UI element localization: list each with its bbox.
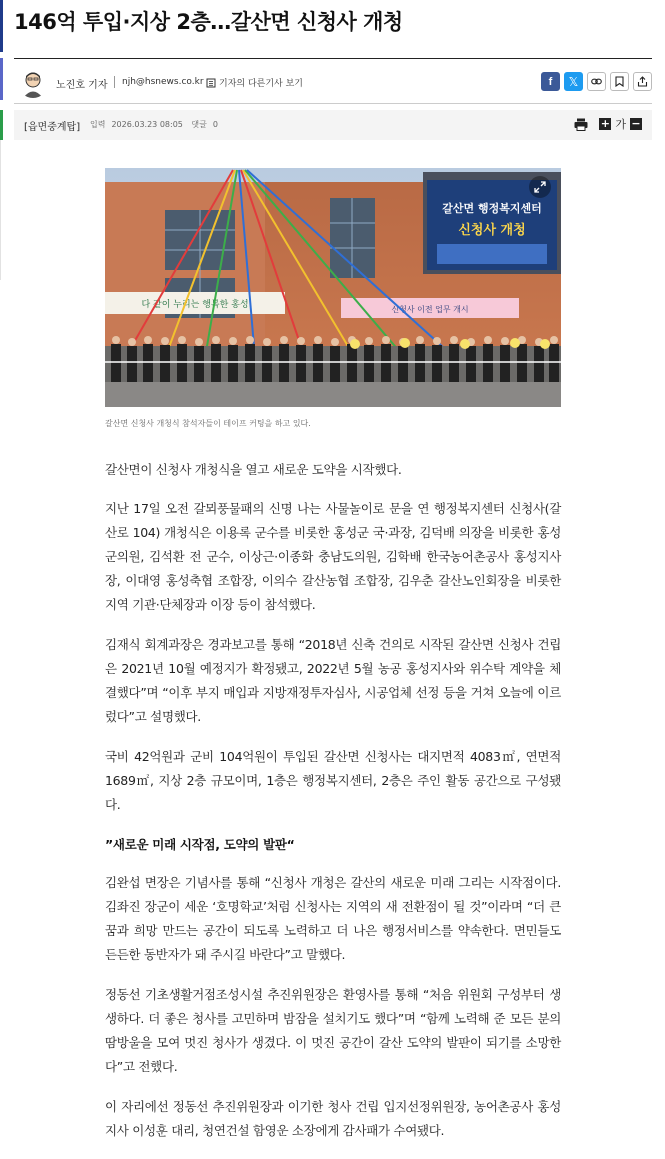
article-title: 146억 투입·지상 2층…갈산면 신청사 개청 xyxy=(14,10,403,34)
rail-segment xyxy=(0,58,3,100)
article-subhead: ”새로운 미래 시작점, 도약의 발판“ xyxy=(105,837,295,852)
publish-date: 2026.03.23 08:05 xyxy=(111,120,183,129)
section-tag[interactable]: [읍면중계탑] xyxy=(24,122,81,133)
font-decrease-icon[interactable]: − xyxy=(631,117,641,130)
share-buttons xyxy=(541,72,652,91)
article-tools xyxy=(573,116,642,132)
rail-segment xyxy=(0,140,1,280)
article-paragraph: 김재식 회계과장은 경과보고를 통해 “2018년 신축 건의로 시작된 갈산면 신청사 건립은 2021년 10월 예정지가 확정됐고, 2022년 5월 농공 홍성지사와 위수탁 계약을 체결했다”며 “이후 부지 매입과 지방재정투자심사, 시공업체 선정 등을 거쳐 오늘에 이르렀다”고 설명했다. xyxy=(105,637,561,724)
banner-right-text: 신청사 이전 업무 개시 xyxy=(391,305,469,314)
rail-segment xyxy=(0,110,3,140)
article-lead: 갈산면이 신청사 개청식을 열고 새로운 도약을 시작했다. xyxy=(105,462,402,477)
share-icon[interactable] xyxy=(633,72,652,91)
link-icon[interactable] xyxy=(587,72,606,91)
article-paragraph: 김완섭 면장은 기념사를 통해 “신청사 개청은 갈산의 새로운 미래 그리는 시작점이다. 김좌진 장군이 세운 ‘호명학교’처럼 신청사는 지역의 새 전환점이 될 것”이라며 “더 큰 꿈과 희망 만드는 공간이 되도록 노력하고 더 나은 행정서비스를 약속한다. 면민들도 든든한 동반자가 돼 주시길 바란다”고 말했다. xyxy=(105,875,561,962)
reporter-name[interactable]: 노진호 기자 xyxy=(56,80,108,91)
article-photo[interactable] xyxy=(105,168,561,407)
article-meta-bar xyxy=(14,110,652,140)
byline xyxy=(14,64,652,102)
reporter-avatar xyxy=(18,68,48,98)
article-paragraph: 지난 17일 오전 갈뫼풍물패의 신명 나는 사물놀이로 문을 연 행정복지센터 신청사(갈산로 104) 개청식은 이용록 군수를 비롯한 홍성군 국·과장, 김덕배 의장을 비롯한 홍성군의원, 김석환 전 군수, 이상근·이종화 충남도의원, 김학배 한국농어촌공사 홍성지사장, 이대영 홍성축협 조합장, 이의수 갈산농협 조합장, 김우춘 갈산노인회장을 비롯한 지역 기관·단체장과 이장 등이 참석했다. xyxy=(105,501,561,612)
banner-left-text: 다 같이 누리는 행복한 홍성 xyxy=(141,300,249,310)
list-icon xyxy=(206,78,216,88)
facebook-icon[interactable]: f xyxy=(541,72,560,91)
ceremony-photo xyxy=(105,168,561,407)
x-icon[interactable]: 𝕏 xyxy=(564,72,583,91)
sign-text-1: 갈산면 행정복지센터 xyxy=(442,202,542,215)
title-divider xyxy=(14,58,652,59)
reporter-email[interactable]: njh@hsnews.co.kr xyxy=(122,77,204,87)
article-meta xyxy=(90,119,224,130)
article-paragraph: 이 자리에선 정동선 추진위원장과 이기한 청사 건립 입지선정위원장, 농어촌공사 홍성지사 이성훈 대리, 청연건설 함영운 소장에게 감사패가 수여됐다. xyxy=(105,1099,561,1138)
comments-count: 0 xyxy=(212,120,218,129)
other-articles-link[interactable] xyxy=(206,76,303,89)
sign-text-2: 신청사 개청 xyxy=(458,223,526,238)
rail-segment xyxy=(0,0,3,52)
photo-caption: 갈산면 신청사 개청식 참석자들이 테이프 커팅을 하고 있다. xyxy=(105,419,311,428)
font-increase-icon[interactable]: + xyxy=(600,117,610,130)
article-paragraph: 정동선 기초생활거점조성시설 추진위원장은 환영사를 통해 “처음 위원회 구성부터 생생하다. 더 좋은 청사를 고민하며 밤잠을 설치기도 했다”며 “함께 노력해 준 모든 분의 땀방울을 모여 멋진 청사가 생겼다. 이 멋진 공간이 갈산 도약의 발판이 되기를 소망한다”고 전했다. xyxy=(105,987,561,1074)
font-size-label: 가 xyxy=(615,118,626,131)
print-icon[interactable] xyxy=(573,116,589,132)
article-body xyxy=(105,458,561,1159)
left-rail xyxy=(0,0,4,1151)
bookmark-icon[interactable] xyxy=(610,72,629,91)
date-label: 입력 xyxy=(90,120,106,129)
byline-separator xyxy=(114,76,115,88)
byline-divider xyxy=(14,103,652,104)
article-paragraph: 국비 42억원과 군비 104억원이 투입된 갈산면 신청사는 대지면적 4083㎡, 연면적 1689㎡, 지상 2층 규모이며, 1층은 행정복지센터, 2층은 주인 활동 공간으로 구성됐다. xyxy=(105,749,561,812)
expand-icon[interactable] xyxy=(529,176,551,198)
other-articles-label: 기자의 다른기사 보기 xyxy=(219,79,303,89)
comments-label: 댓글 xyxy=(191,120,207,129)
